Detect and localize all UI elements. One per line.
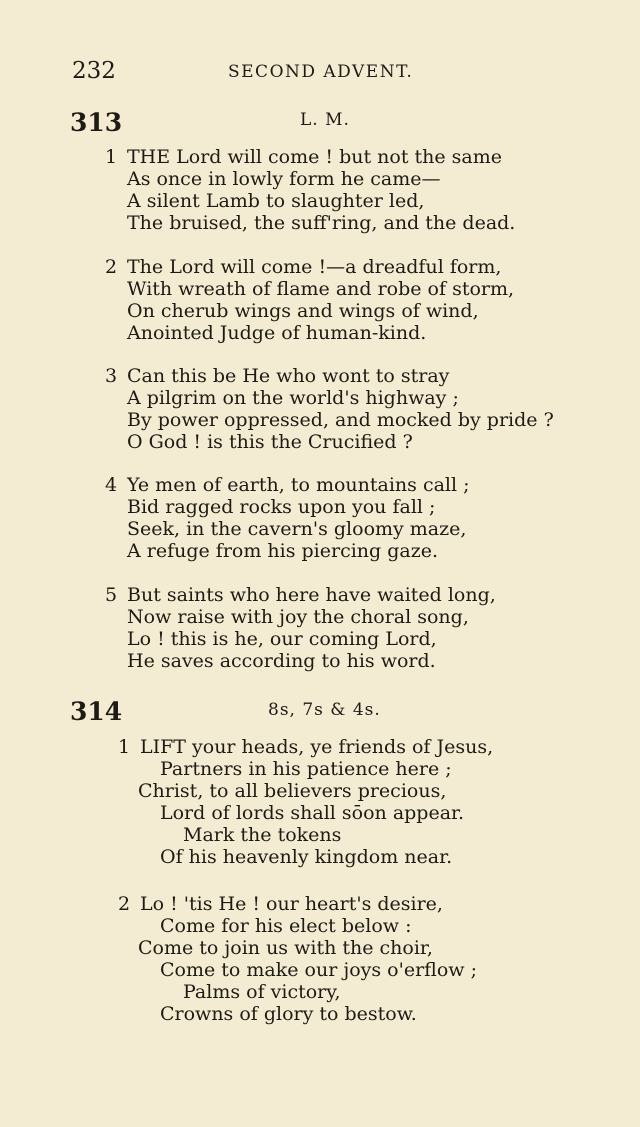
hymn-number-314: 314 xyxy=(70,697,123,726)
verse-number: 2 xyxy=(105,256,118,278)
verse-line: Christ, to all believers precious, xyxy=(138,780,447,802)
verse-line: With wreath of flame and robe of storm, xyxy=(127,278,515,300)
verse-line: By power oppressed, and mocked by pride ? xyxy=(127,409,554,431)
verse-line: The bruised, the suff'ring, and the dead. xyxy=(127,212,516,234)
verse-number: 2 xyxy=(118,893,131,915)
verse-line: THE Lord will come ! but not the same xyxy=(127,146,502,168)
verse-line: Palms of victory, xyxy=(183,981,341,1003)
verse-line: Can this be He who wont to stray xyxy=(127,365,450,387)
verse-line: Come to make our joys o'erflow ; xyxy=(160,959,477,981)
verse-line: Ye men of earth, to mountains call ; xyxy=(127,474,470,496)
verse-line: The Lord will come !—a dreadful form, xyxy=(127,256,502,278)
verse-number: 4 xyxy=(105,474,118,496)
verse-line: Lord of lords shall sōon appear. xyxy=(160,802,465,824)
verse-line: Bid ragged rocks upon you fall ; xyxy=(127,496,436,518)
verse-line: Come to join us with the choir, xyxy=(138,937,433,959)
verse-line: Of his heavenly kingdom near. xyxy=(160,846,453,868)
verse-line: Come for his elect below : xyxy=(160,915,412,937)
page-number: 232 xyxy=(72,58,116,84)
verse-line: Mark the tokens xyxy=(183,824,342,846)
verse-line: A pilgrim on the world's highway ; xyxy=(127,387,459,409)
verse-line: Partners in his patience here ; xyxy=(160,758,452,780)
verse-line: Seek, in the cavern's gloomy maze, xyxy=(127,518,467,540)
verse-line: Lo ! 'tis He ! our heart's desire, xyxy=(140,893,443,915)
verse-line: LIFT your heads, ye friends of Jesus, xyxy=(140,736,494,758)
verse-line: Anointed Judge of human-kind. xyxy=(127,322,427,344)
verse-number: 1 xyxy=(105,146,118,168)
running-title: SECOND ADVENT. xyxy=(228,62,414,82)
verse-line: Crowns of glory to bestow. xyxy=(160,1003,417,1025)
verse-number: 3 xyxy=(105,365,118,387)
hymn-number-313: 313 xyxy=(70,108,123,137)
verse-number: 1 xyxy=(118,736,131,758)
verse-line: As once in lowly form he came— xyxy=(127,168,441,190)
verse-line: On cherub wings and wings of wind, xyxy=(127,300,479,322)
verse-line: But saints who here have waited long, xyxy=(127,584,496,606)
verse-line: O God ! is this the Crucified ? xyxy=(127,431,413,453)
verse-line: Now raise with joy the choral song, xyxy=(127,606,469,628)
verse-line: A refuge from his piercing gaze. xyxy=(127,540,439,562)
verse-line: A silent Lamb to slaughter led, xyxy=(127,190,425,212)
verse-number: 5 xyxy=(105,584,118,606)
hymn-meter-314: 8s, 7s & 4s. xyxy=(268,700,381,720)
hymn-meter-313: L. M. xyxy=(300,110,350,130)
verse-line: Lo ! this is he, our coming Lord, xyxy=(127,628,437,650)
verse-line: He saves according to his word. xyxy=(127,650,436,672)
